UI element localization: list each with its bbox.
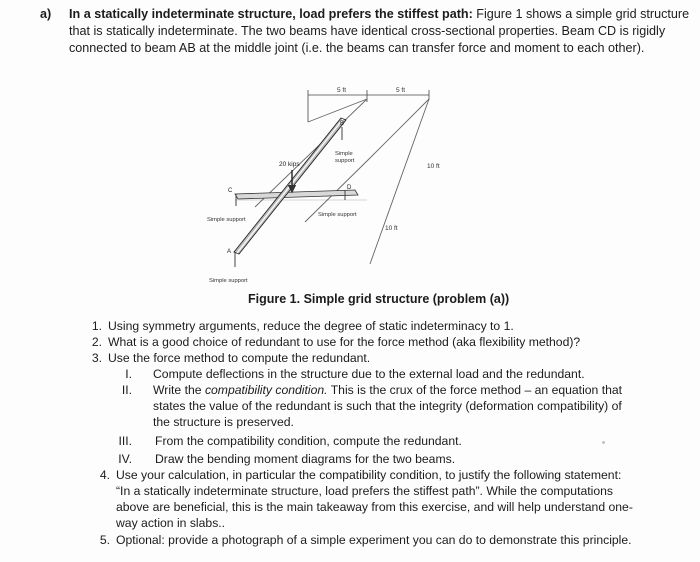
simple-support-left-label: Simple support [207,217,246,223]
question-body-text: Figure 1 shows a simple grid structure that is statically indeterminate. The two beams have identical cross-sectional properties. Beam CD is rigidly connected to beam AB at the middle joint (i.e. the beams can transfer force and moment to each other). [69,7,690,55]
beam-ab-highlight [237,119,343,253]
question-label: a) [40,7,52,21]
question-intro [40,6,690,57]
sub-list-item-text: Draw the bending moment diagrams for the two beams. [155,452,456,466]
sub-list-item-text: states the value of the redundant is such that the integrity (deformation compatibility) of [153,399,622,413]
load-label: 20 kips [279,161,300,168]
list-item-text: Using symmetry arguments, reduce the degree of static indeterminacy to 1. [108,319,514,333]
list-item-text: above are beneficial, this is the main takeaway from this exercise, and will help understand one- [116,500,633,514]
dim-top-right-label: 5 ft [396,87,406,94]
point-c-label: C [228,188,233,194]
grid-edge-right [370,99,429,264]
list-item-text: “In a statically indeterminate structure, load prefers the stiffest path”. While the computations [116,484,613,498]
list-item-number: 2. [91,335,102,349]
point-d-label: D [347,185,352,191]
grid-structure-figure [195,82,455,287]
point-a-label: A [227,249,232,255]
sub-list-item-text [153,382,622,398]
point-b-label: B [340,121,345,127]
question-bold-text: In a statically indeterminate structure, load prefers the stiffest path: [69,7,473,21]
sub-item-post: This is the crux of the force method – an equation that [327,383,623,397]
question-body [69,6,690,57]
dim-bottom-label: 10 ft [385,225,398,232]
sub-list-item-text: Compute deflections in the structure due to the external load and the redundant. [153,367,585,381]
figure-caption: Figure 1. Simple grid structure (problem (a)) [248,292,510,306]
grid-edge-right-top [371,99,429,157]
list-item-text: Use your calculation, in particular the compatibility condition, to justify the following statement: [116,468,622,482]
sub-list-item-text: the structure is preserved. [153,415,294,429]
dim-top-left-label: 5 ft [337,87,347,94]
list-item-text: Optional: provide a photograph of a simple experiment you can do to demonstrate this principle. [116,533,632,547]
list-item-number: 3. [91,351,102,365]
simple-support-right-label: Simple support [318,212,357,218]
beam-cd-body [235,190,358,199]
dim-right-label: 10 ft [427,163,440,170]
compatibility-condition-emphasis: compatibility condition. [204,383,328,397]
sub-list-item-text: From the compatibility condition, compute the redundant. [155,434,462,448]
sub-item-pre: Write the [153,383,205,397]
simple-support-mid-label-1: Simple [335,151,353,157]
sub-list-item-number: IV. [118,452,132,466]
grid-edge-back [308,99,367,122]
simple-support-mid-label-2: support [335,158,355,164]
list-item-number: 1. [91,319,102,333]
list-item-number: 5. [99,533,110,547]
list-item-text: Use the force method to compute the redundant. [108,351,371,365]
scan-artifact-dot [602,441,605,444]
simple-support-bottom-label: Simple support [209,278,248,284]
sub-list-item-number: III. [118,434,132,448]
list-item-text: way action in slabs.. [116,516,226,530]
list-item-number: 4. [99,468,110,482]
list-item-text: What is a good choice of redundant to use for the force method (aka flexibility method)? [108,335,581,349]
sub-list-item-number: II. [121,383,132,397]
sub-list-item-number: I. [125,367,132,381]
